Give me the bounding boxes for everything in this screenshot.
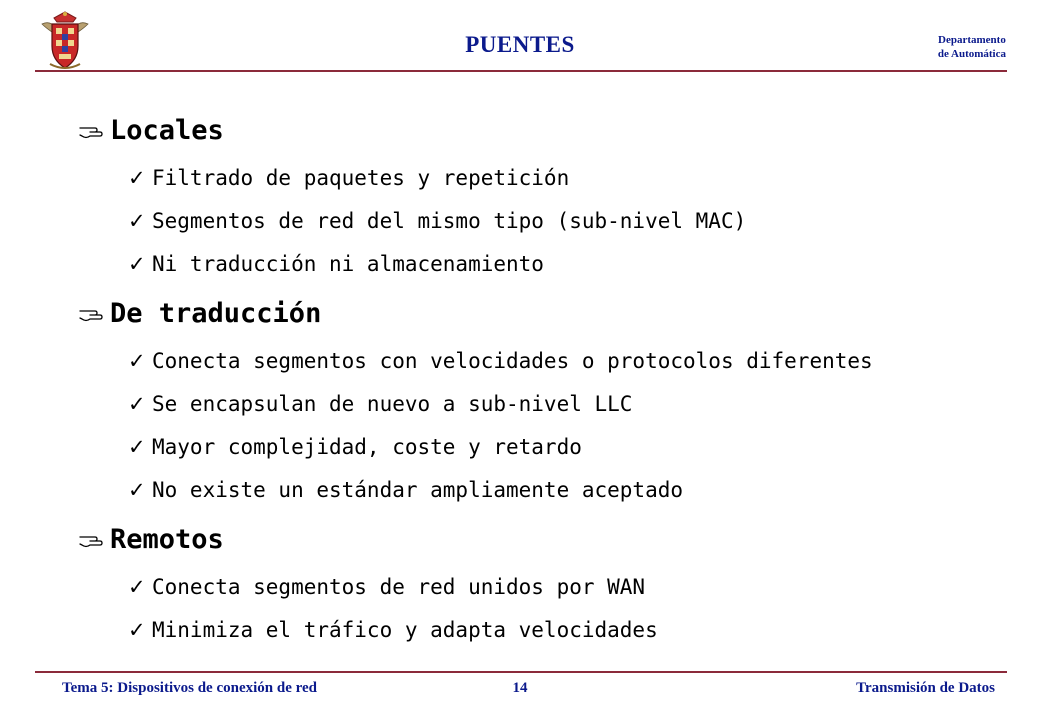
section-de-traduccion xyxy=(78,291,1018,511)
department-label xyxy=(938,33,1006,61)
list-item xyxy=(128,199,1018,242)
check-icon: ✓ xyxy=(128,434,146,459)
list-item-text: Conecta segmentos con velocidades o protocolos diferentes xyxy=(152,348,873,373)
pointing-hand-icon xyxy=(78,528,108,550)
check-icon: ✓ xyxy=(128,251,146,276)
list-item-text: No existe un estándar ampliamente aceptado xyxy=(152,477,684,502)
check-icon: ✓ xyxy=(128,165,146,190)
list-item xyxy=(128,156,1018,199)
item-list xyxy=(78,156,1018,285)
list-item xyxy=(128,382,1018,425)
list-item xyxy=(128,339,1018,382)
section-heading xyxy=(78,291,1018,335)
section-title: De traducción xyxy=(110,297,322,329)
page-number: 14 xyxy=(512,680,528,696)
pointing-hand-icon xyxy=(78,302,108,324)
list-item-text: Filtrado de paquetes y repetición xyxy=(152,165,570,190)
footer-topic: Tema 5: Dispositivos de conexión de red xyxy=(62,680,318,696)
list-item-text: Se encapsulan de nuevo a sub-nivel LLC xyxy=(152,391,633,416)
footer-divider xyxy=(35,671,1007,673)
footer-course: Transmisión de Datos xyxy=(856,680,995,696)
list-item xyxy=(128,608,1018,651)
section-heading xyxy=(78,108,1018,152)
list-item-text: Conecta segmentos de red unidos por WAN xyxy=(152,574,646,599)
slide-content xyxy=(78,108,1018,657)
list-item xyxy=(128,468,1018,511)
list-item-text: Ni traducción ni almacenamiento xyxy=(152,251,544,276)
list-item xyxy=(128,242,1018,285)
section-remotos xyxy=(78,517,1018,651)
section-title: Remotos xyxy=(110,523,224,555)
item-list xyxy=(78,339,1018,511)
list-item xyxy=(128,425,1018,468)
section-locales xyxy=(78,108,1018,285)
check-icon: ✓ xyxy=(128,208,146,233)
check-icon: ✓ xyxy=(128,574,146,599)
header-divider xyxy=(35,70,1007,72)
item-list xyxy=(78,565,1018,651)
page-title: PUENTES xyxy=(465,32,575,57)
check-icon: ✓ xyxy=(128,477,146,502)
section-heading xyxy=(78,517,1018,561)
department-line-2: de Automática xyxy=(937,48,1006,60)
list-item-text: Minimiza el tráfico y adapta velocidades xyxy=(152,617,658,642)
pointing-hand-icon xyxy=(78,119,108,141)
check-icon: ✓ xyxy=(128,348,146,373)
check-icon: ✓ xyxy=(128,391,146,416)
check-icon: ✓ xyxy=(128,617,146,642)
list-item-text: Segmentos de red del mismo tipo (sub-nivel MAC) xyxy=(152,208,747,233)
section-title: Locales xyxy=(110,114,224,146)
department-line-1: Departamento xyxy=(938,34,1006,46)
list-item-text: Mayor complejidad, coste y retardo xyxy=(152,434,582,459)
list-item xyxy=(128,565,1018,608)
